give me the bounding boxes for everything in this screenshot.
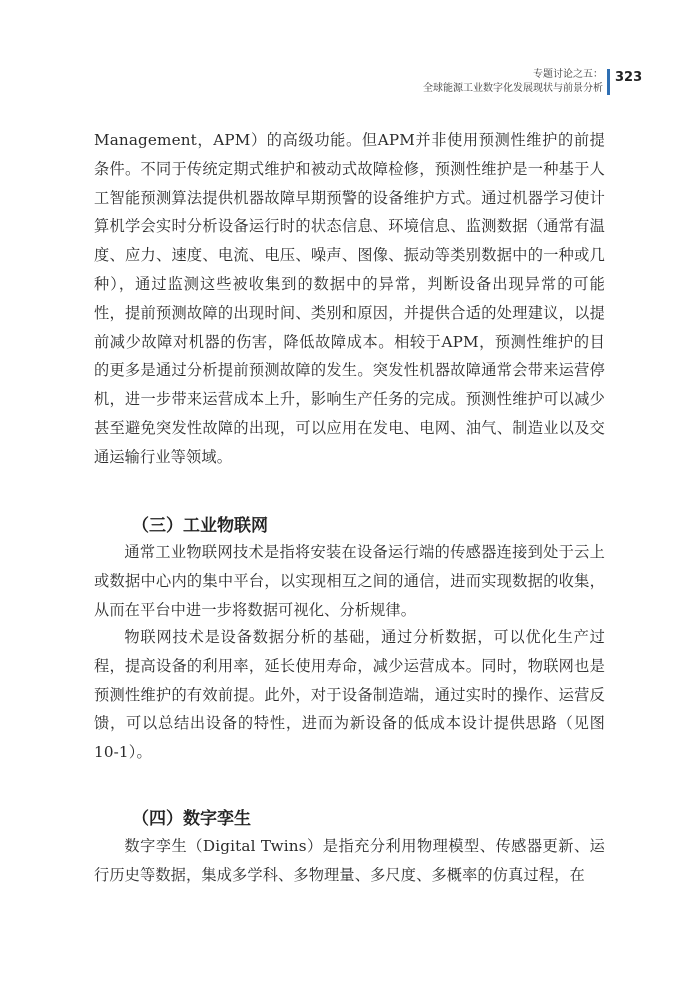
section-heading-iiot: （三）工业物联网 (132, 516, 268, 536)
paragraph-iiot-benefits: 物联网技术是设备数据分析的基础，通过分析数据，可以优化生产过程，提高设备的利用率，延长使用寿命，减少运营成本。同时，物联网也是预测性维护的有效前提。此外，对于设备制造端，通过实时的操作、运营反馈，可以总结出设备的特性，进而为新设备的低成本设计提供思路（见图10-1）。 (94, 628, 605, 762)
paragraph-digital-twin: 数字孪生（Digital Twins）是指充分利用物理模型、传感器更新、运行历史等数据，集成多学科、多物理量、多尺度、多概率的仿真过程，在 (94, 837, 605, 884)
header-section-label: 专题讨论之五： (533, 69, 603, 80)
paragraph-iiot-definition: 通常工业物联网技术是指将安装在设备运行端的传感器连接到处于云上或数据中心内的集中平台，以实现相互之间的通信，进而实现数据的收集，从而在平台中进一步将数据可视化、分析规律。 (94, 543, 605, 619)
header-chapter-title: 全球能源工业数字化发展现状与前景分析 (423, 83, 603, 94)
running-header (103, 68, 603, 96)
paragraph-predictive-maintenance: Management，APM）的高级功能。但APM并非使用预测性维护的前提条件。不同于传统定期式维护和被动式故障检修，预测性维护是一种基于人工智能预测算法提供机器故障早期预警的设备维护方式。通过机器学习使计算机学会实时分析设备运行时的状态信息、环境信息、监测数据（通常有温度、应力、速度、电流、电压、噪声、图像、振动等类别数据中的一种或几种），通过监测这些被收集到的数据中的异常，判断设备出现异常的可能性，提前预测故障的出现时间、类别和原因，并提供合适的处理建议，以提前减少故障对机器的伤害，降低故障成本。相较于APM，预测性维护的目的更多是通过分析提前预测故障的发生。突发性机器故障通常会带来运营停机，进一步带来运营成本上升，影响生产任务的完成。预测性维护可以减少甚至避免突发性故障的出现，可以应用在发电、电网、油气、制造业以及交通运输行业等领域。 (94, 131, 605, 466)
header-accent-bar (607, 69, 610, 95)
page-number: 323 (615, 70, 643, 85)
section-heading-digital-twin: （四）数字孪生 (132, 809, 251, 829)
